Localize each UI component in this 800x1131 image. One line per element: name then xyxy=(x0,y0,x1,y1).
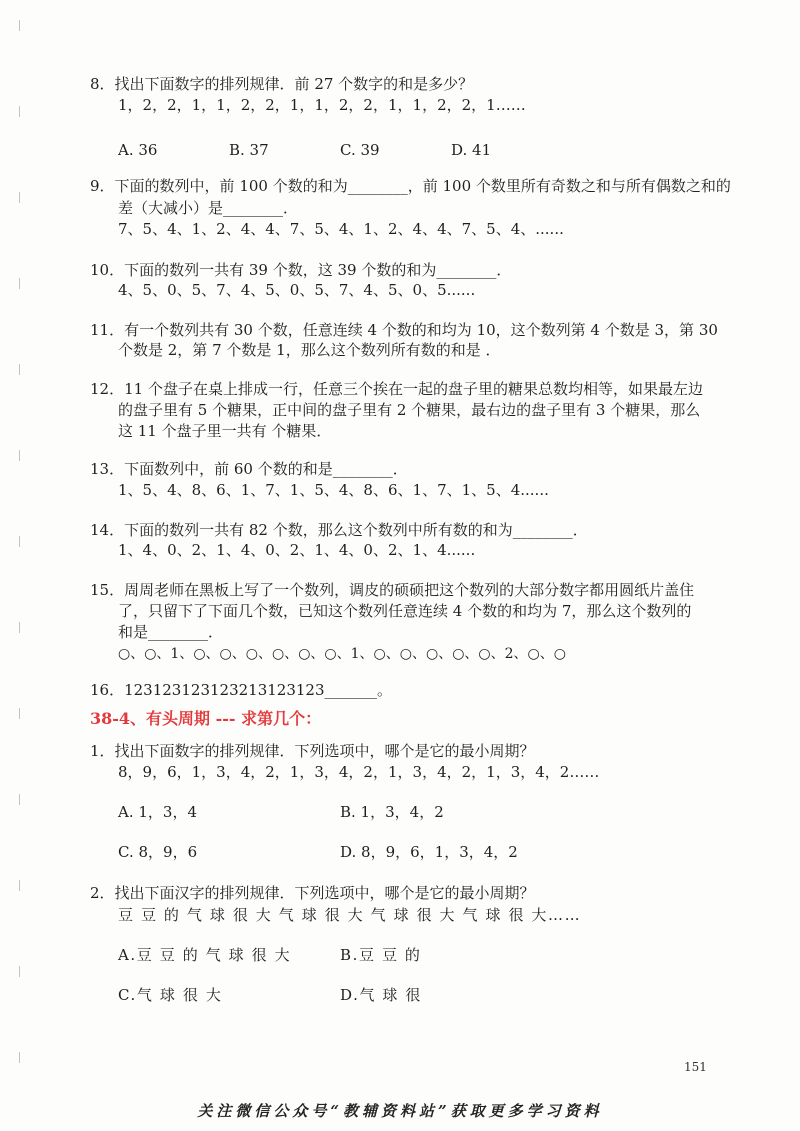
q15-text-line-2: 了，只留下了下面几个数，已知这个数列任意连续 4 个数的和均为 7，那么这个数列的 xyxy=(118,602,692,620)
footer-note: 关注微信公众号“教辅资料站”获取更多学习资料 xyxy=(197,1102,603,1120)
p2q2-number: 2． xyxy=(90,884,115,902)
q11-text-line-2: 个数是 2，第 7 个数是 1，那么这个数列所有数的和是 ． xyxy=(118,341,501,359)
q8-option-c: C. 39 xyxy=(340,141,380,159)
q14-sequence: 1、4、0、2、1、4、0、2、1、4、0、2、1、4...... xyxy=(118,541,476,559)
q9-sequence: 7、5、4、1、2、4、4、7、5、4、1、2、4、4、7、5、4、...... xyxy=(118,220,564,238)
q14-text: 下面的数列一共有 82 个数，那么这个数列中所有数的和为________． xyxy=(124,521,588,539)
p2q1-sequence: 8，9，6，1，3，4，2，1，3，4，2，1，3，4，2，1，3，4，2…… xyxy=(118,763,600,781)
q8-number: 8． xyxy=(90,75,115,93)
p2q2-option-a: A.豆 豆 的 气 球 很 大 xyxy=(118,946,292,964)
q8-option-b: B. 37 xyxy=(229,141,269,159)
p2q2-option-c: C.气 球 很 大 xyxy=(118,986,223,1004)
p2q2-text: 找出下面汉字的排列规律．下列选项中，哪个是它的最小周期？ xyxy=(114,884,535,902)
p2q2-stem xyxy=(90,883,535,903)
p2q2-sequence: 豆 豆 的 气 球 很 大 气 球 很 大 气 球 很 大 气 球 很 大…… xyxy=(118,906,582,924)
q14-number: 14． xyxy=(90,521,125,539)
q10-number: 10． xyxy=(90,261,125,279)
q8-stem xyxy=(90,74,473,94)
p2q2-option-d: D.气 球 很 xyxy=(340,986,422,1004)
q9-stem xyxy=(90,176,731,196)
section-heading: 38-4、有头周期 --- 求第几个： xyxy=(90,709,322,728)
q8-sequence: 1，2，2，1，1，2，2，1，1，2，2，1，1，2，2，1…… xyxy=(118,96,526,114)
q11-stem xyxy=(90,320,718,340)
q16-number: 16． xyxy=(90,681,125,699)
p2q1-text: 找出下面数字的排列规律．下列选项中，哪个是它的最小周期？ xyxy=(114,742,535,760)
q12-text-line-2: 的盘子里有 5 个糖果，正中间的盘子里有 2 个糖果，最右边的盘子里有 3 个糖果，那么 xyxy=(118,401,701,419)
q8-option-a: A. 36 xyxy=(118,141,158,159)
q15-number: 15． xyxy=(90,581,125,599)
binding-marks xyxy=(19,20,20,1110)
q12-number: 12． xyxy=(90,380,125,398)
p2q1-option-b: B. 1，3，4，2 xyxy=(340,803,444,821)
q13-text: 下面数列中，前 60 个数的和是________． xyxy=(124,460,408,478)
q8-text: 找出下面数字的排列规律．前 27 个数字的和是多少？ xyxy=(114,75,474,93)
p2q1-stem xyxy=(90,741,535,761)
q10-text: 下面的数列一共有 39 个数，这 39 个数的和为________． xyxy=(124,261,512,279)
q13-sequence: 1、5、4、8、6、1、7、1、5、4、8、6、1、7、1、5、4...... xyxy=(118,481,549,499)
q15-text-line-3: 和是________． xyxy=(118,623,224,641)
q16-stem xyxy=(90,680,392,700)
p2q1-option-a: A. 1，3，4 xyxy=(118,803,197,821)
q9-text-line-2: 差（大减小）是________． xyxy=(118,199,299,217)
q13-stem xyxy=(90,459,408,479)
q10-sequence: 4、5、0、5、7、4、5、0、5、7、4、5、0、5...... xyxy=(118,281,476,299)
p2q1-number: 1． xyxy=(90,742,115,760)
q9-text-line-1: 下面的数列中，前 100 个数的和为________，前 100 个数里所有奇数之和与所有偶数之和的 xyxy=(114,177,731,195)
p2q1-option-d: D. 8，9，6，1，3，4，2 xyxy=(340,843,518,861)
p2q1-option-c: C. 8，9，6 xyxy=(118,843,198,861)
q9-number: 9． xyxy=(90,177,115,195)
q11-text-line-1: 有一个数列共有 30 个数，任意连续 4 个数的和均为 10，这个数列第 4 个数是 3，第 30 xyxy=(124,321,718,339)
q15-text-line-1: 周周老师在黑板上写了一个数列，调皮的硕硕把这个数列的大部分数字都用圆纸片盖住 xyxy=(124,581,695,599)
q16-text: 123123123123213123123_______。 xyxy=(124,681,393,699)
q10-stem xyxy=(90,260,511,280)
p2q2-option-b: B.豆 豆 的 xyxy=(340,946,422,964)
q15-stem xyxy=(90,580,694,600)
q14-stem xyxy=(90,520,588,540)
q12-text-line-3: 这 11 个盘子里一共有 个糖果． xyxy=(118,422,332,440)
q12-text-line-1: 11 个盘子在桌上排成一行，任意三个挨在一起的盘子里的糖果总数均相等，如果最左边 xyxy=(124,380,703,398)
q11-number: 11． xyxy=(90,321,125,339)
q12-stem xyxy=(90,379,703,399)
q8-option-d: D. 41 xyxy=(451,141,492,159)
page-number: 151 xyxy=(684,1060,707,1074)
q15-sequence: ○、○、1、○、○、○、○、○、○、1、○、○、○、○、○、2、○、○ xyxy=(118,646,566,662)
q13-number: 13． xyxy=(90,460,125,478)
